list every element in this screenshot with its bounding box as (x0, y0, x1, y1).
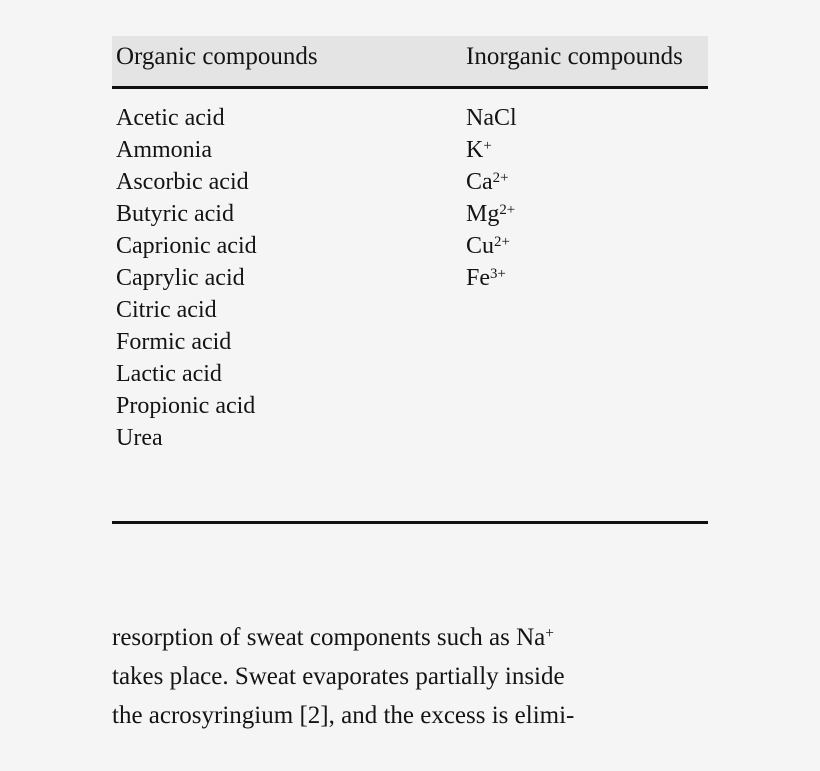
table-body (112, 89, 708, 469)
table-cell-organic: Ascorbic acid (116, 169, 249, 195)
ion-formula: Mg (466, 201, 500, 227)
table-header-row (112, 36, 708, 86)
table-cell-organic: Urea (116, 425, 163, 451)
table-cell-organic: Acetic acid (116, 105, 225, 131)
ion-charge: 2+ (499, 202, 516, 219)
ion-formula: Cu (466, 233, 495, 259)
table-cell-inorganic (466, 262, 517, 294)
table-cell-inorganic (466, 198, 517, 230)
ion-formula: NaCl (466, 105, 517, 131)
paragraph-line (112, 696, 716, 735)
table-cell-inorganic (466, 230, 517, 262)
compounds-table (112, 36, 708, 469)
table-cell-organic: Ammonia (116, 137, 212, 163)
table-cell-organic: Formic acid (116, 329, 232, 355)
ion-formula: Fe (466, 265, 490, 291)
ion-charge: 2+ (492, 170, 509, 187)
ion-formula: K (466, 137, 484, 163)
table-cell-inorganic (466, 134, 517, 166)
paragraph-superscript: + (545, 624, 554, 642)
ion-charge: 3+ (490, 266, 506, 283)
table-cell-organic: Butyric acid (116, 201, 234, 227)
table-cell-organic: Citric acid (116, 297, 217, 323)
table-cell-organic: Caprylic acid (116, 265, 245, 291)
column-organic-compounds (116, 102, 257, 454)
table-cell-organic: Caprionic acid (116, 233, 257, 259)
paragraph-line-text: the acrosyringium [2], and the excess is elimi- (112, 702, 575, 729)
paragraph-line-text: takes place. Sweat evaporates partially inside (112, 663, 565, 690)
ion-charge: 2+ (494, 234, 510, 251)
ion-formula: Ca (466, 169, 493, 195)
paragraph-line (112, 657, 716, 696)
body-paragraph (112, 618, 716, 735)
table-cell-inorganic (466, 166, 517, 198)
ion-charge: + (483, 138, 492, 155)
column-inorganic-compounds (466, 102, 517, 294)
table-bottom-rule (112, 521, 708, 524)
paragraph-line (112, 618, 716, 657)
table-cell-organic: Propionic acid (116, 393, 256, 419)
table-cell-organic: Lactic acid (116, 361, 222, 387)
column-header-organic-compounds: Organic compounds (116, 43, 318, 70)
table-cell-inorganic (466, 102, 517, 134)
paragraph-line-text: resorption of sweat components such as Na (112, 624, 546, 651)
column-header-inorganic-compounds: Inorganic compounds (466, 43, 683, 70)
